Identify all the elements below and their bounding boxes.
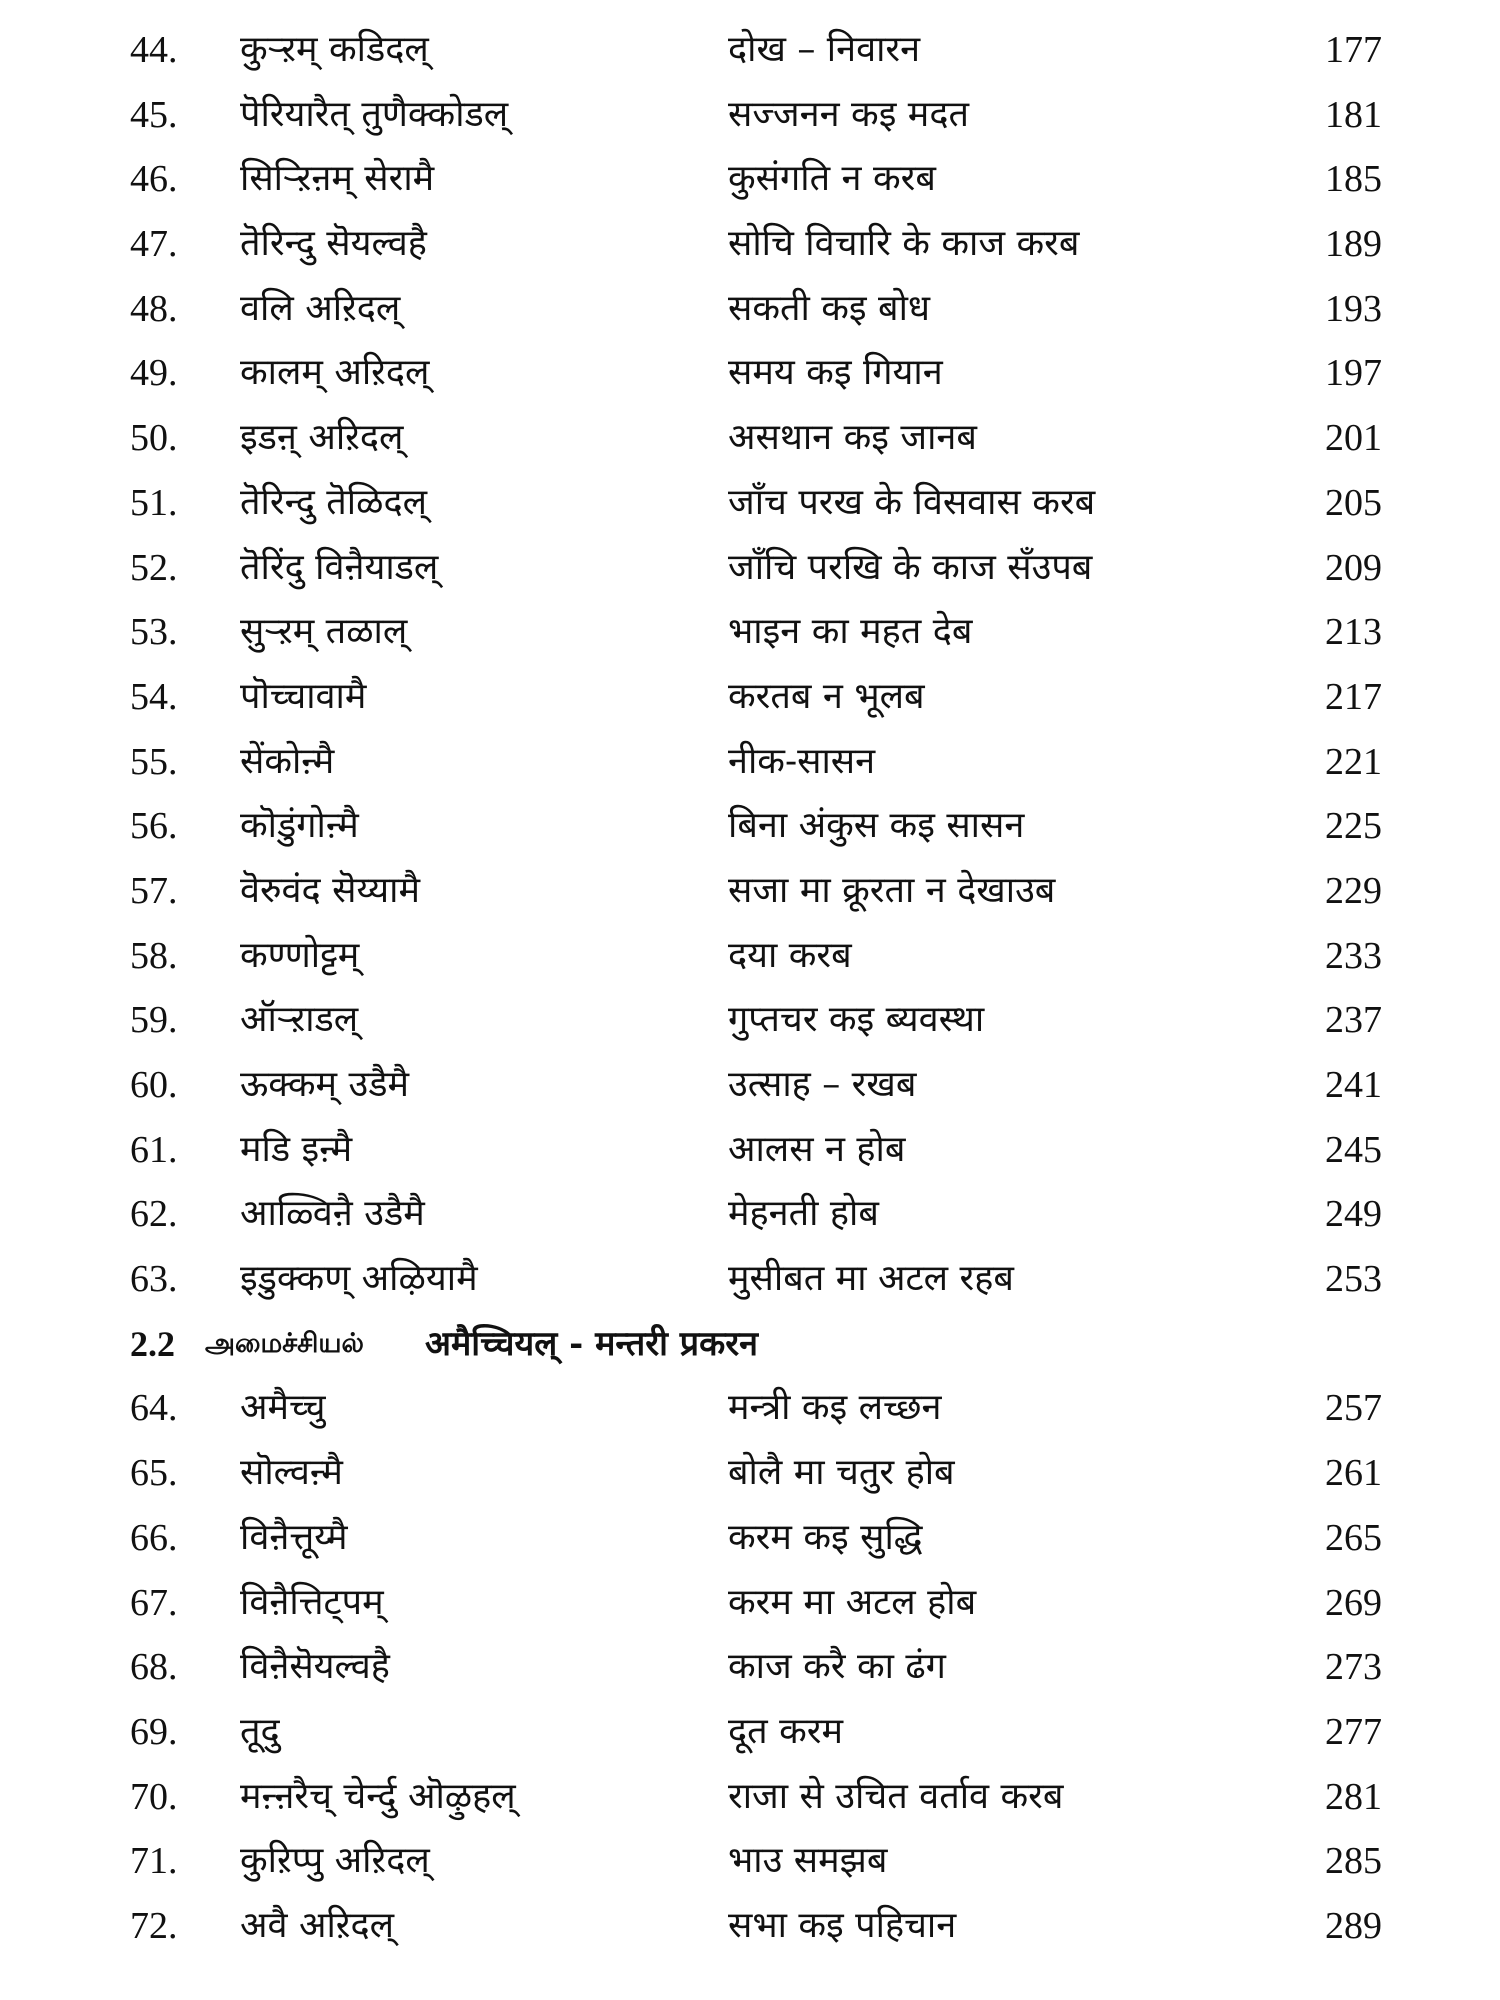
entry-page-number: 185 xyxy=(1325,158,1382,201)
entry-page-number: 241 xyxy=(1325,1064,1382,1106)
entry-hindi-title: असथान कइ जानब xyxy=(728,417,977,459)
entry-page-number: 205 xyxy=(1325,481,1382,524)
entry-number: 54. xyxy=(130,675,178,718)
contents-row xyxy=(0,18,1500,83)
contents-row xyxy=(0,794,1500,859)
entry-tamil-title: सेंकोऩ्मै xyxy=(240,740,335,782)
entry-tamil-title: आळ्विऩै उडैमै xyxy=(240,1193,425,1235)
entry-number: 44. xyxy=(130,29,178,71)
entry-hindi-title: करम कइ सुद्धि xyxy=(728,1516,923,1558)
entry-tamil-title: तॆरिंदु विऩैयाडल् xyxy=(240,546,439,588)
entry-hindi-title: सकती कइ बोध xyxy=(728,287,931,329)
entry-number: 48. xyxy=(130,287,178,330)
contents-row xyxy=(0,1700,1500,1765)
contents-row xyxy=(0,1441,1500,1506)
entry-tamil-title: कालम् अऱिदल् xyxy=(240,352,430,394)
entry-number: 61. xyxy=(130,1128,178,1171)
contents-row xyxy=(0,471,1500,536)
entry-page-number: 229 xyxy=(1325,869,1382,912)
contents-row xyxy=(0,83,1500,148)
entry-hindi-title: मुसीबत मा अटल रहब xyxy=(728,1258,1014,1300)
contents-row xyxy=(0,1182,1500,1247)
entry-hindi-title: दूत करम xyxy=(728,1710,843,1752)
contents-row xyxy=(0,859,1500,924)
entry-hindi-title: मन्त्री कइ लच्छन xyxy=(728,1387,942,1429)
entry-page-number: 265 xyxy=(1325,1516,1382,1559)
entry-page-number: 177 xyxy=(1325,29,1382,71)
section-tamil-label: அமைச்சியல் xyxy=(205,1327,364,1359)
contents-row xyxy=(0,1894,1500,1959)
entry-page-number: 261 xyxy=(1325,1452,1382,1495)
entry-number: 60. xyxy=(130,1064,178,1106)
entry-page-number: 289 xyxy=(1325,1904,1382,1947)
entry-tamil-title: कुऱ्ऱम् कडिदल् xyxy=(240,29,429,70)
entry-hindi-title: कुसंगति न करब xyxy=(728,158,936,200)
entry-number: 49. xyxy=(130,352,178,395)
entry-tamil-title: ऑऱ्ऱाडल् xyxy=(240,999,359,1041)
entry-number: 70. xyxy=(130,1775,178,1818)
entry-number: 67. xyxy=(130,1581,178,1624)
entry-number: 52. xyxy=(130,546,178,589)
entry-hindi-title: दोख – निवारन xyxy=(728,29,921,70)
entry-number: 65. xyxy=(130,1452,178,1495)
entry-tamil-title: सिऱ्ऱिऩम् सेरामै xyxy=(240,158,435,200)
entry-number: 57. xyxy=(130,869,178,912)
entry-page-number: 253 xyxy=(1325,1258,1382,1301)
entry-hindi-title: सभा कइ पहिचान xyxy=(728,1904,957,1946)
entry-number: 63. xyxy=(130,1258,178,1301)
entry-tamil-title: पॊच्चावामै xyxy=(240,675,367,717)
section-heading xyxy=(0,1312,1500,1377)
entry-number: 66. xyxy=(130,1516,178,1559)
entry-page-number: 233 xyxy=(1325,934,1382,977)
section-title: अमैच्चियल् - मन्तरी प्रकरन xyxy=(425,1323,759,1364)
entry-hindi-title: सोचि विचारि के काज करब xyxy=(728,223,1080,265)
entry-number: 53. xyxy=(130,611,178,654)
contents-row xyxy=(0,1635,1500,1700)
entry-tamil-title: सुऱ्ऱम् तळाल् xyxy=(240,611,408,653)
entry-page-number: 285 xyxy=(1325,1840,1382,1883)
contents-row xyxy=(0,536,1500,601)
entry-page-number: 257 xyxy=(1325,1387,1382,1430)
entry-tamil-title: तॆरिन्दु तॆळिदल् xyxy=(240,481,427,523)
contents-row xyxy=(0,1506,1500,1571)
entry-tamil-title: विऩैसॆयल्वहै xyxy=(240,1646,390,1688)
entry-number: 72. xyxy=(130,1904,178,1947)
entry-hindi-title: बोलै मा चतुर होब xyxy=(728,1452,955,1494)
entry-number: 62. xyxy=(130,1193,178,1236)
entry-number: 55. xyxy=(130,740,178,783)
entry-hindi-title: काज करै का ढंग xyxy=(728,1646,946,1688)
entry-hindi-title: करतब न भूलब xyxy=(728,675,925,717)
contents-row xyxy=(0,212,1500,277)
entry-number: 56. xyxy=(130,805,178,848)
entry-number: 50. xyxy=(130,417,178,460)
entry-tamil-title: वलि अऱिदल् xyxy=(240,287,401,329)
contents-row xyxy=(0,1829,1500,1894)
entry-hindi-title: नीक-सासन xyxy=(728,740,876,782)
entry-tamil-title: कुऱिप्पु अऱिदल् xyxy=(240,1840,430,1882)
contents-row xyxy=(0,730,1500,795)
entry-number: 68. xyxy=(130,1646,178,1689)
entry-page-number: 269 xyxy=(1325,1581,1382,1624)
entry-tamil-title: कॊडुंगोऩ्मै xyxy=(240,805,359,847)
entry-number: 69. xyxy=(130,1710,178,1753)
contents-row xyxy=(0,277,1500,342)
entry-tamil-title: इडऩ् अऱिदल् xyxy=(240,417,404,459)
entry-tamil-title: तूदु xyxy=(240,1710,280,1752)
contents-list-part1 xyxy=(0,18,1500,1312)
entry-number: 47. xyxy=(130,223,178,266)
entry-page-number: 193 xyxy=(1325,287,1382,330)
contents-list-part2 xyxy=(0,1376,1500,1958)
contents-row xyxy=(0,988,1500,1053)
entry-tamil-title: विऩैत्तूय्मै xyxy=(240,1516,348,1558)
entry-number: 58. xyxy=(130,934,178,977)
entry-hindi-title: समय कइ गियान xyxy=(728,352,943,394)
entry-hindi-title: आलस न होब xyxy=(728,1128,906,1170)
entry-number: 59. xyxy=(130,999,178,1042)
entry-hindi-title: जाँच परख के विसवास करब xyxy=(728,481,1096,523)
entry-tamil-title: मडि इऩ्मै xyxy=(240,1128,353,1170)
contents-row xyxy=(0,406,1500,471)
entry-page-number: 225 xyxy=(1325,805,1382,848)
entry-hindi-title: बिना अंकुस कइ सासन xyxy=(728,805,1025,847)
contents-row xyxy=(0,1765,1500,1830)
contents-row xyxy=(0,1376,1500,1441)
entry-tamil-title: तॆरिन्दु सॆयल्वहै xyxy=(240,223,427,265)
contents-row xyxy=(0,1247,1500,1312)
entry-page-number: 273 xyxy=(1325,1646,1382,1689)
entry-page-number: 213 xyxy=(1325,611,1382,654)
entry-page-number: 209 xyxy=(1325,546,1382,589)
entry-page-number: 201 xyxy=(1325,417,1382,460)
entry-tamil-title: मऩ्ऩरैच् चेर्न्दु ऒऴुहल् xyxy=(240,1775,516,1817)
entry-hindi-title: गुप्तचर कइ ब्यवस्था xyxy=(728,999,985,1041)
entry-page-number: 245 xyxy=(1325,1128,1382,1171)
entry-hindi-title: सजा मा क्रूरता न देखाउब xyxy=(728,869,1056,911)
entry-tamil-title: कण्णोट्टम् xyxy=(240,934,360,976)
entry-hindi-title: मेहनती होब xyxy=(728,1193,879,1235)
entry-number: 46. xyxy=(130,158,178,201)
entry-tamil-title: वॆरुवंद सॆय्यामै xyxy=(240,869,420,911)
entry-page-number: 281 xyxy=(1325,1775,1382,1818)
contents-row xyxy=(0,1053,1500,1118)
contents-row xyxy=(0,600,1500,665)
contents-row xyxy=(0,1571,1500,1636)
entry-page-number: 221 xyxy=(1325,740,1382,783)
entry-number: 51. xyxy=(130,481,178,524)
contents-row xyxy=(0,1118,1500,1183)
entry-hindi-title: दया करब xyxy=(728,934,852,976)
contents-row xyxy=(0,665,1500,730)
section-number: 2.2 xyxy=(130,1323,175,1364)
entry-page-number: 217 xyxy=(1325,675,1382,718)
entry-tamil-title: पॆरियारैत् तुणैक्कोडल् xyxy=(240,93,509,135)
contents-row xyxy=(0,341,1500,406)
entry-tamil-title: अवै अऱिदल् xyxy=(240,1904,395,1946)
entry-number: 45. xyxy=(130,93,178,136)
contents-row xyxy=(0,147,1500,212)
entry-hindi-title: सज्जनन कइ मदत xyxy=(728,93,969,135)
entry-hindi-title: भाउ समझब xyxy=(728,1840,888,1882)
entry-page-number: 189 xyxy=(1325,223,1382,266)
entry-page-number: 197 xyxy=(1325,352,1382,395)
entry-hindi-title: भाइन का महत देब xyxy=(728,611,973,653)
entry-tamil-title: विऩैत्तिट्पम् xyxy=(240,1581,384,1623)
entry-hindi-title: उत्साह – रखब xyxy=(728,1064,917,1105)
entry-number: 71. xyxy=(130,1840,178,1883)
entry-tamil-title: अमैच्चु xyxy=(240,1387,326,1429)
contents-row xyxy=(0,924,1500,989)
entry-page-number: 181 xyxy=(1325,93,1382,136)
entry-page-number: 249 xyxy=(1325,1193,1382,1236)
entry-hindi-title: जाँचि परखि के काज सँउपब xyxy=(728,546,1093,588)
entry-hindi-title: करम मा अटल होब xyxy=(728,1581,977,1623)
entry-tamil-title: सॊल्वऩ्मै xyxy=(240,1452,343,1494)
entry-hindi-title: राजा से उचित वर्ताव करब xyxy=(728,1775,1064,1817)
entry-tamil-title: ऊक्कम् उडैमै xyxy=(240,1064,410,1105)
entry-page-number: 237 xyxy=(1325,999,1382,1042)
entry-page-number: 277 xyxy=(1325,1710,1382,1753)
entry-number: 64. xyxy=(130,1387,178,1430)
entry-tamil-title: इडुक्कण् अऴियामै xyxy=(240,1258,478,1300)
